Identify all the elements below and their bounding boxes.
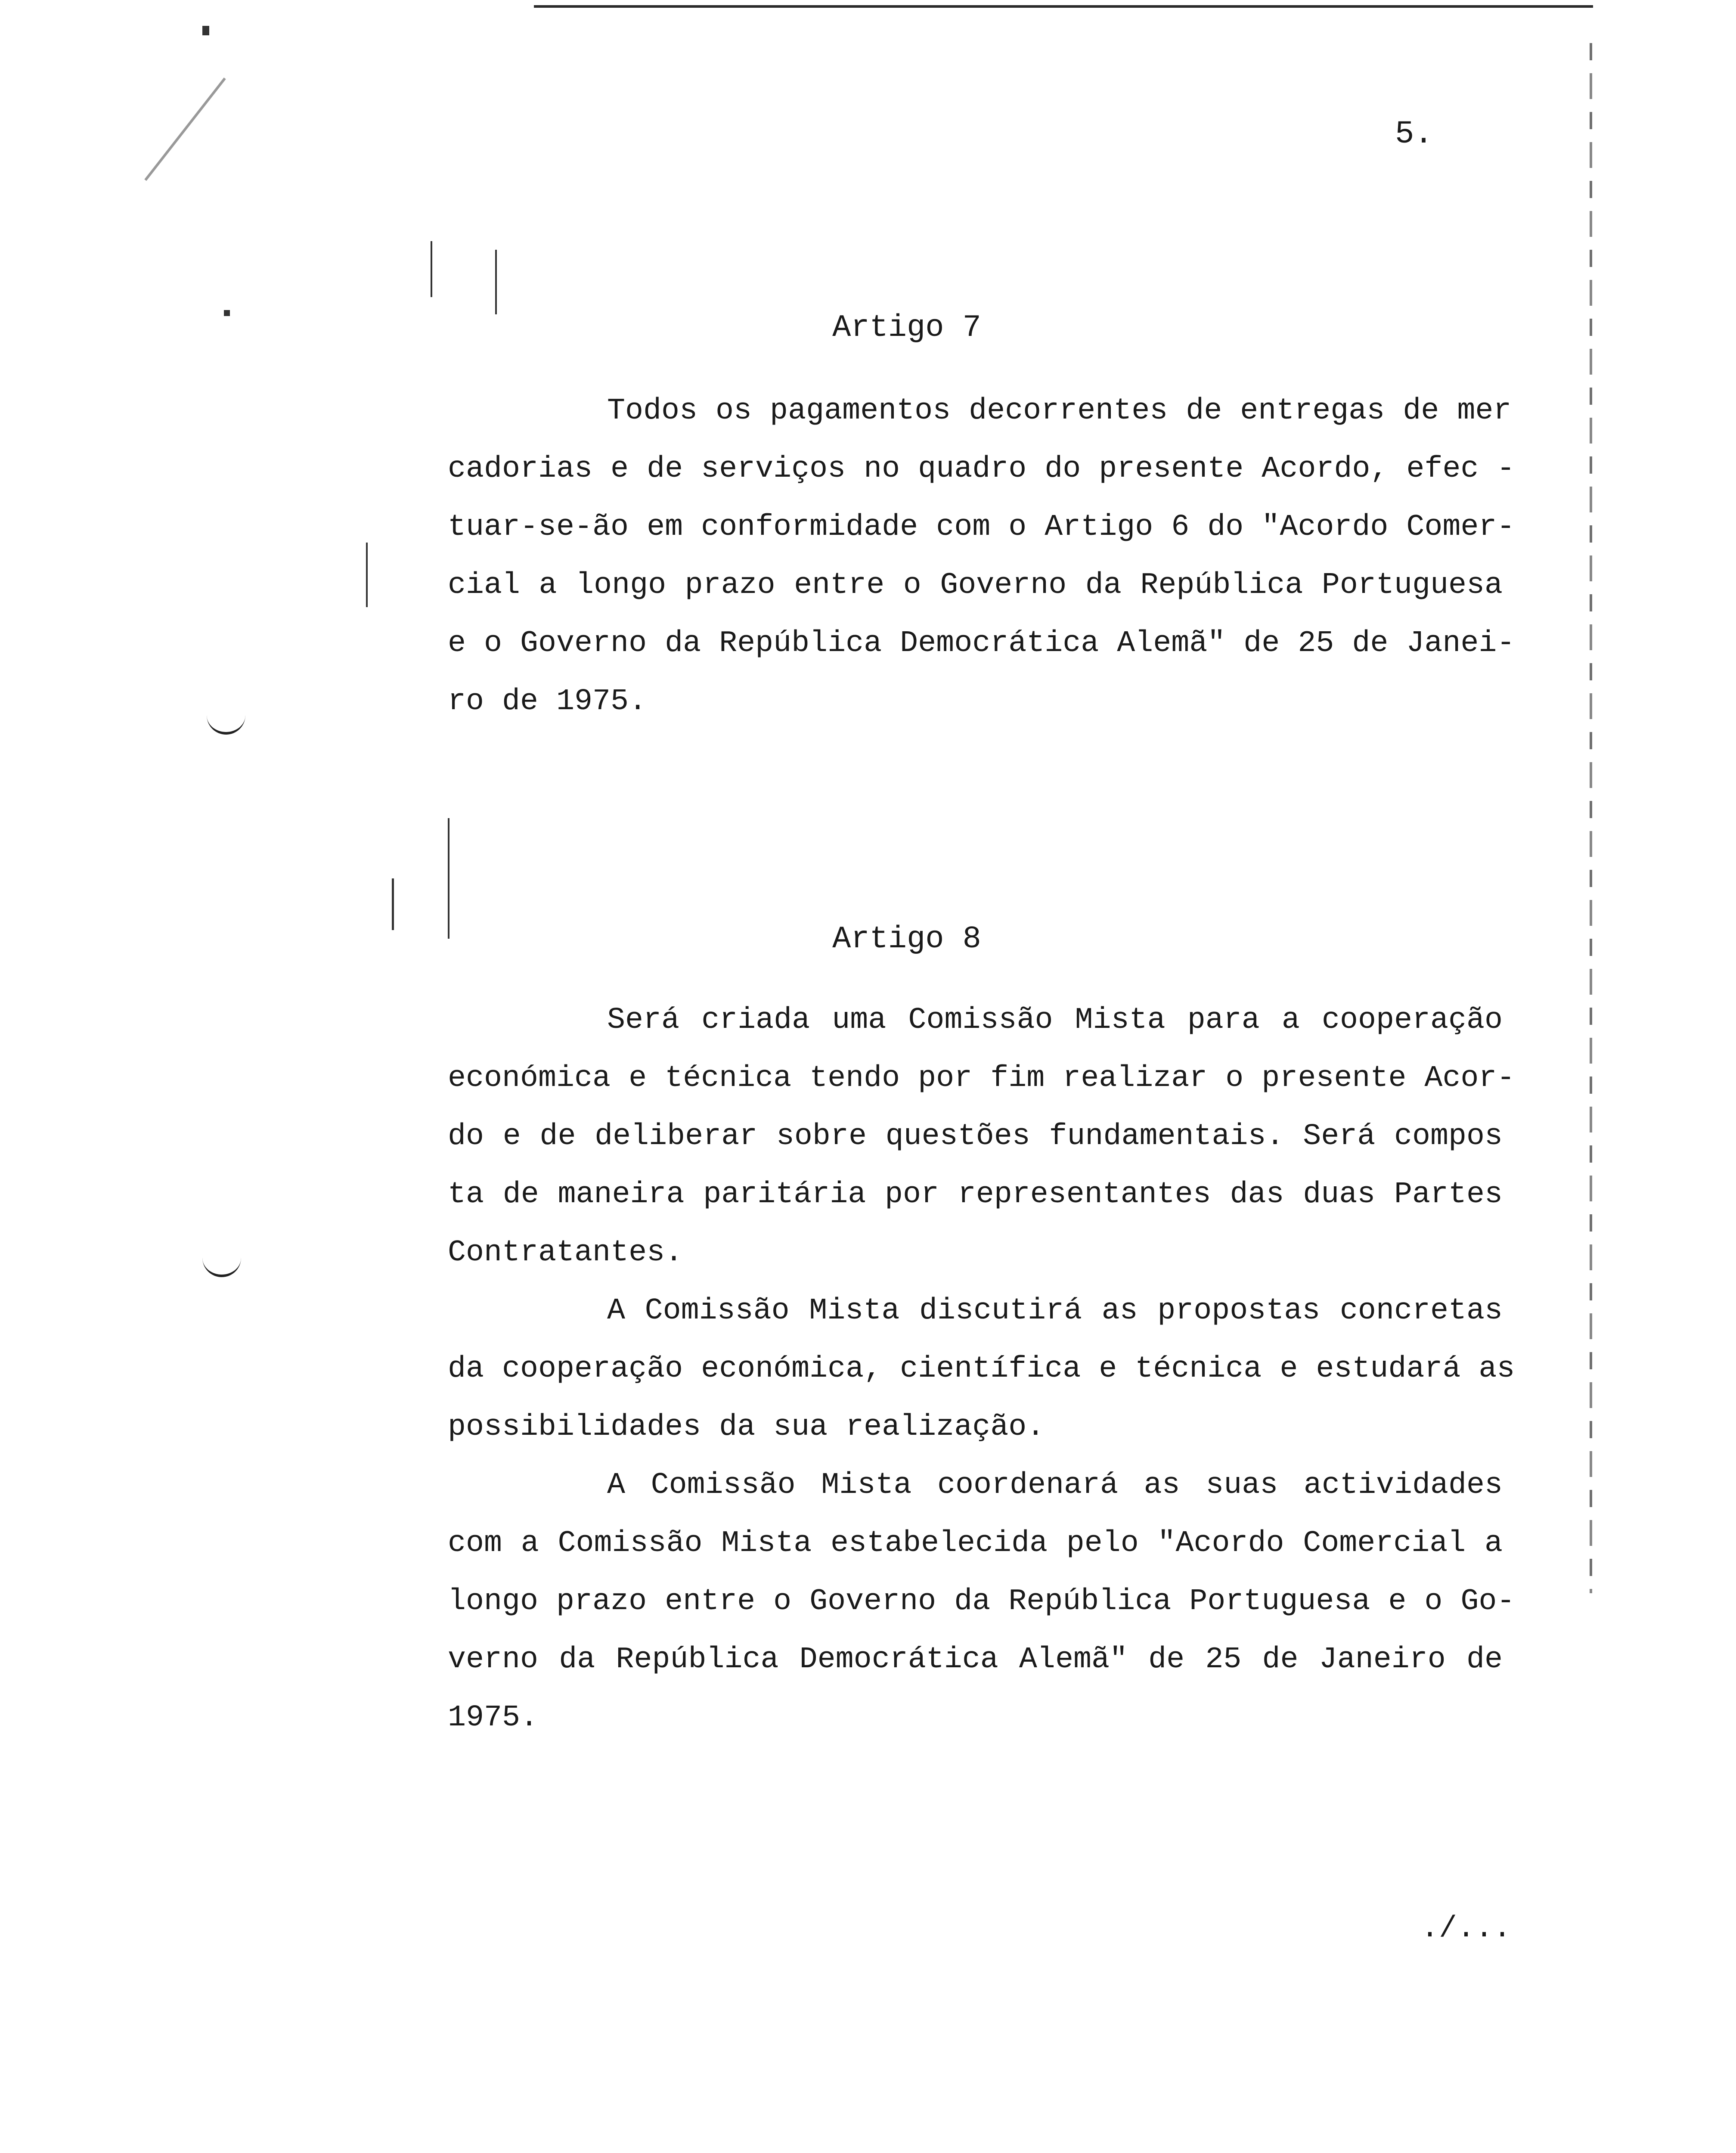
article-7-line: cial a longo prazo entre o Governo da República Portuguesa <box>448 568 1503 602</box>
margin-tick <box>431 241 432 297</box>
article-8-line: A Comissão Mista coordenará as suas actividades <box>607 1468 1503 1502</box>
article-7-line: tuar-se-ão em conformidade com o Artigo 6 do "Acordo Comer- <box>448 510 1515 544</box>
scan-edge-artifact <box>1590 43 1592 1593</box>
margin-stroke <box>144 78 226 181</box>
margin-tick <box>366 543 368 607</box>
article-8-line: da cooperação económica, científica e técnica e estudará as <box>448 1352 1515 1386</box>
article-8-line: Será criada uma Comissão Mista para a cooperação <box>607 1003 1503 1037</box>
margin-tick <box>448 818 450 939</box>
article-8-line: Contratantes. <box>448 1236 683 1270</box>
continuation-marker: ./... <box>1421 1912 1512 1946</box>
article-7-line: ro de 1975. <box>448 685 647 719</box>
article-8-line: com a Comissão Mista estabelecida pelo "Acordo Comercial a <box>448 1526 1503 1560</box>
article-8-line: longo prazo entre o Governo da República Portuguesa e o Go- <box>448 1585 1515 1619</box>
article-7-heading: Artigo 7 <box>832 310 981 345</box>
margin-curve-mark <box>207 715 245 735</box>
article-8-line: 1975. <box>448 1701 539 1735</box>
article-7-line: e o Governo da República Democrática Alemã" de 25 de Janei- <box>448 627 1515 661</box>
article-7-line: Todos os pagamentos decorrentes de entregas de mer <box>607 394 1512 428</box>
margin-curve-mark <box>202 1257 241 1277</box>
article-8-line: verno da República Democrática Alemã" de 25 de Janeiro de <box>448 1643 1503 1677</box>
top-rule <box>534 5 1593 8</box>
margin-dot <box>202 26 209 35</box>
page-number: 5. <box>1395 116 1433 152</box>
article-8-line: ta de maneira paritária por representantes das duas Partes <box>448 1178 1503 1212</box>
margin-tick <box>495 250 497 314</box>
article-8-line: A Comissão Mista discutirá as propostas concretas <box>607 1294 1503 1328</box>
article-8-line: económica e técnica tendo por fim realizar o presente Acor- <box>448 1061 1515 1095</box>
article-8-heading: Artigo 8 <box>832 921 981 957</box>
article-8-line: do e de deliberar sobre questões fundamentais. Será compos <box>448 1120 1503 1154</box>
article-8-line: possibilidades da sua realização. <box>448 1410 1045 1444</box>
article-7-line: cadorias e de serviços no quadro do presente Acordo, efec - <box>448 452 1515 486</box>
